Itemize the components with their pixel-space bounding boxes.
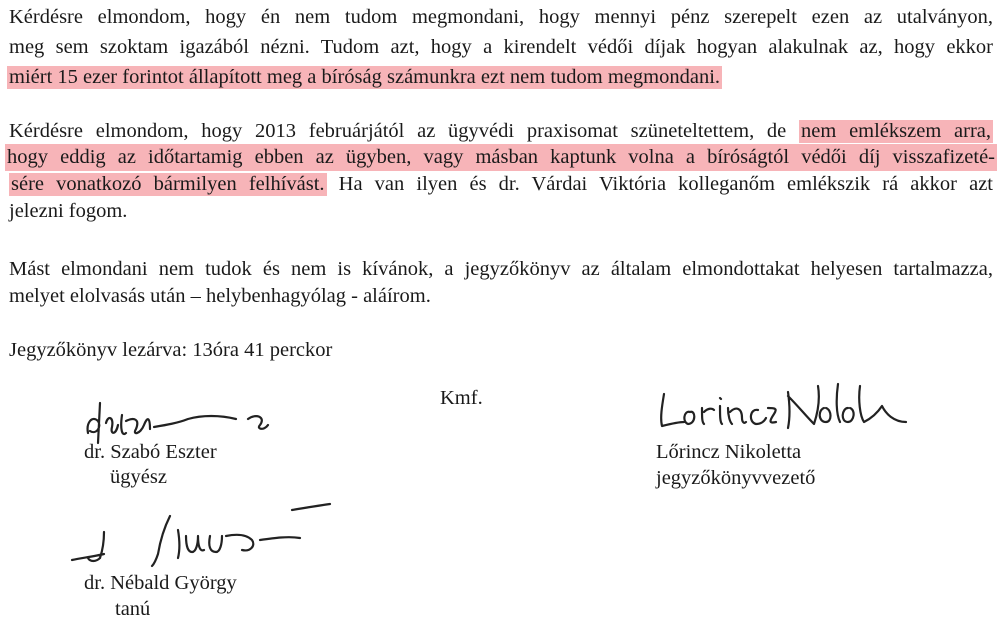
p1-line-1: Kérdésre elmondom, hogy én nem tudom megmondani, hogy mennyi pénz szerepelt ezen az utalványon, (9, 6, 993, 28)
p1-line-2: meg sem szoktam igazából nézni. Tudom azt, hogy a kirendelt védői díjak hogyan alakulnak az, hogy ekkor (9, 36, 993, 58)
highlighted-text: hogy eddig az időtartamig ebben az ügyben, vagy másban kaptunk volna a bíróságtól védői díj visszafizeté- (7, 146, 995, 168)
p1-line-3 (7, 64, 722, 90)
p3-line-1: Mást elmondani nem tudok és nem is kívánok, a jegyzőkönyv az általam elmondottakat helyesen tartalmazza, (9, 258, 993, 280)
signatory-name-szabo: dr. Szabó Eszter (84, 441, 217, 463)
p2-line-1: Kérdésre elmondom, hogy 2013 februárjától az ügyvédi praxisomat szüneteltettem, de nem emlékszem arra, (9, 120, 991, 142)
signatory-name-lorincz: Lőrincz Nikoletta (656, 441, 802, 463)
p2-line-2 (5, 144, 997, 171)
highlighted-text: miért 15 ezer forintot állapított meg a bíróság számunkra ezt nem tudom megmondani. (9, 66, 721, 88)
p2-line-4: jelezni fogom. (9, 200, 128, 222)
highlighted-text: nem emlékszem arra, (801, 120, 991, 142)
kmf-label: Kmf. (440, 387, 483, 409)
signatory-role-szabo: ügyész (110, 466, 167, 488)
highlighted-text: sére vonatkozó bármilyen felhívást. (11, 173, 325, 195)
signature-nebald (60, 492, 360, 572)
signatory-role-lorincz: jegyzőkönyvvezető (656, 467, 816, 489)
p3-line-2: melyet elolvasás után – helybenhagyólag - aláírom. (9, 285, 431, 307)
signatory-role-nebald: tanú (115, 598, 151, 620)
signature-lorincz (650, 378, 930, 438)
signatory-name-nebald: dr. Nébald György (84, 572, 237, 594)
p2-line-3: sére vonatkozó bármilyen felhívást. Ha van ilyen és dr. Várdai Viktória kolleganőm emlékszik rá akkor azt (11, 173, 993, 195)
closing-time: Jegyzőkönyv lezárva: 13óra 41 perckor (9, 339, 333, 361)
